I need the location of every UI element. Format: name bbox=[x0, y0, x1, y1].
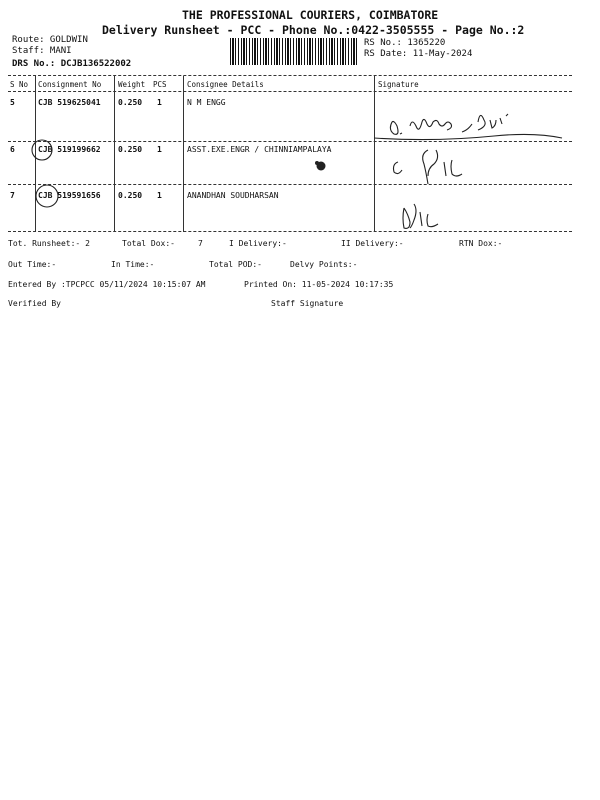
col-weight: Weight bbox=[118, 80, 146, 89]
col-consignment: Consignment No bbox=[38, 80, 102, 89]
runsheet-title: Delivery Runsheet - PCC - Phone No.:0422-3505555 - Page No.:2 bbox=[102, 23, 525, 37]
out-time: Out Time:- bbox=[8, 260, 57, 269]
row-consignment: CJB 519591656 bbox=[38, 191, 101, 200]
drs-number: DRS No.: DCJB136522002 bbox=[12, 59, 132, 69]
row-pcs: 1 bbox=[157, 145, 162, 154]
row-sno: 5 bbox=[10, 98, 15, 107]
row-consignment: CJB 519199662 bbox=[38, 145, 101, 154]
delvy-points: Delvy Points:- bbox=[290, 260, 358, 269]
circle-mark bbox=[36, 185, 58, 207]
col-pcs: PCS bbox=[153, 80, 167, 89]
row-pcs: 1 bbox=[157, 98, 162, 107]
staff-signature: Staff Signature bbox=[271, 299, 344, 308]
rs-number: RS No.: 1365220 bbox=[364, 38, 446, 48]
verified-by: Verified By bbox=[8, 299, 61, 308]
underline-mark bbox=[374, 134, 562, 139]
circle-mark bbox=[32, 140, 52, 160]
in-time: In Time:- bbox=[111, 260, 155, 269]
row-consignee: N M ENGG bbox=[187, 98, 226, 107]
col-signature: Signature bbox=[378, 80, 419, 89]
ii-delivery: II Delivery:- bbox=[341, 239, 404, 248]
row-consignment: CJB 519625041 bbox=[38, 98, 101, 107]
row-pcs: 1 bbox=[157, 191, 162, 200]
total-pod: Total POD:- bbox=[209, 260, 262, 269]
company-title: THE PROFESSIONAL COURIERS, COIMBATORE bbox=[182, 8, 439, 22]
rtn-dox: RTN Dox:- bbox=[459, 239, 503, 248]
entered-by: Entered By :TPCPCC 05/11/2024 10:15:07 AM bbox=[8, 280, 206, 289]
row-weight: 0.250 bbox=[118, 145, 143, 154]
total-dox-value: 7 bbox=[198, 239, 203, 248]
tot-runsheet: Tot. Runsheet:- 2 bbox=[8, 239, 90, 248]
route-label: Route: GOLDWIN bbox=[12, 35, 88, 45]
signature-row7-scribble bbox=[403, 204, 438, 228]
row-sno: 6 bbox=[10, 145, 15, 154]
row-weight: 0.250 bbox=[118, 98, 143, 107]
row-consignee: ANANDHAN SOUDHARSAN bbox=[187, 191, 279, 200]
row-sno: 7 bbox=[10, 191, 15, 200]
printed-on: Printed On: 11-05-2024 10:17:35 bbox=[244, 280, 394, 289]
col-consignee: Consignee Details bbox=[187, 80, 264, 89]
rs-date: RS Date: 11-May-2024 bbox=[364, 49, 473, 59]
ink-blot bbox=[315, 161, 319, 165]
row-weight: 0.250 bbox=[118, 191, 143, 200]
staff-label: Staff: MANI bbox=[12, 46, 72, 56]
total-dox-label: Total Dox:- bbox=[122, 239, 175, 248]
signature-row5-scribble bbox=[390, 114, 508, 134]
signature-row6-scribble bbox=[394, 150, 463, 184]
col-sno: S No bbox=[10, 80, 29, 89]
row-consignee: ASST.EXE.ENGR / CHINNIAMPALAYA bbox=[187, 145, 332, 154]
i-delivery: I Delivery:- bbox=[229, 239, 287, 248]
